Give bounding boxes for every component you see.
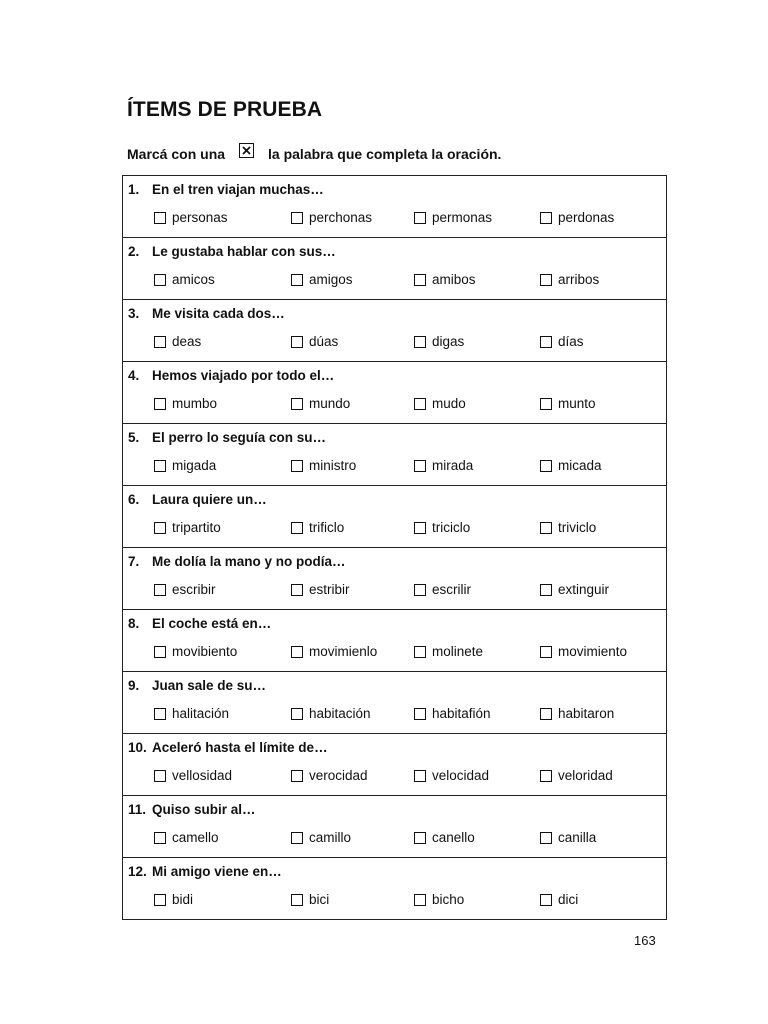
item-options [123, 768, 666, 786]
item-question-text: Hemos viajado por todo el… [152, 368, 335, 383]
checkbox-icon[interactable] [540, 894, 552, 906]
item-question [128, 182, 324, 197]
answer-option[interactable] [540, 830, 596, 845]
checkbox-icon[interactable] [540, 832, 552, 844]
item-options [123, 644, 666, 662]
answer-option[interactable] [291, 830, 351, 845]
checkbox-icon[interactable] [154, 708, 166, 720]
answer-option-label: canilla [558, 830, 597, 845]
answer-option-label: vellosidad [172, 768, 233, 783]
answer-option[interactable] [154, 892, 193, 907]
answer-option[interactable] [540, 892, 578, 907]
checkbox-icon[interactable] [414, 522, 426, 534]
test-item [123, 796, 666, 858]
item-options [123, 334, 666, 352]
item-question-text: El perro lo seguía con su… [152, 430, 327, 445]
checkbox-icon[interactable] [154, 770, 166, 782]
item-options [123, 830, 666, 848]
item-options [123, 396, 666, 414]
checkbox-icon[interactable] [414, 336, 426, 348]
answer-option[interactable] [291, 768, 368, 783]
answer-option[interactable] [414, 210, 492, 225]
checkbox-icon[interactable] [291, 832, 303, 844]
answer-option-label: halitación [172, 706, 230, 721]
test-item [123, 672, 666, 734]
test-item [123, 300, 666, 362]
checkbox-icon[interactable] [154, 646, 166, 658]
checkbox-icon[interactable] [414, 770, 426, 782]
answer-option-label: perchonas [309, 210, 373, 225]
answer-option[interactable] [414, 892, 464, 907]
answer-option[interactable] [540, 768, 613, 783]
answer-option[interactable] [414, 768, 489, 783]
checkbox-icon[interactable] [291, 274, 303, 286]
answer-option-label: amicos [172, 272, 215, 287]
item-number: 8. [128, 616, 140, 631]
checkbox-icon[interactable] [414, 894, 426, 906]
answer-option[interactable] [154, 830, 219, 845]
answer-option[interactable] [540, 520, 596, 535]
item-number: 6. [128, 492, 140, 507]
checkbox-icon[interactable] [154, 894, 166, 906]
checkbox-icon[interactable] [414, 460, 426, 472]
checkbox-icon[interactable] [154, 398, 166, 410]
item-question [128, 616, 271, 631]
test-item [123, 176, 666, 238]
checkbox-icon[interactable] [154, 212, 166, 224]
answer-option-label: trificlo [309, 520, 345, 535]
answer-option-label: mudo [432, 396, 466, 411]
checkbox-icon[interactable] [154, 584, 166, 596]
answer-option-label: movimiento [558, 644, 628, 659]
answer-option[interactable] [540, 272, 599, 287]
answer-option-label: ministro [309, 458, 357, 473]
item-options [123, 458, 666, 476]
answer-option-label: veloridad [558, 768, 613, 783]
answer-option[interactable] [291, 458, 356, 473]
answer-option[interactable] [414, 396, 466, 411]
item-question [128, 306, 285, 321]
answer-option-label: mundo [309, 396, 351, 411]
answer-option-label: canello [432, 830, 475, 845]
checkbox-icon[interactable] [291, 336, 303, 348]
item-question [128, 430, 326, 445]
answer-option[interactable] [414, 334, 464, 349]
test-item [123, 486, 666, 548]
item-number: 5. [128, 430, 140, 445]
item-question [128, 678, 266, 693]
answer-option-label: velocidad [432, 768, 490, 783]
item-question [128, 244, 336, 259]
item-number: 4. [128, 368, 140, 383]
checkbox-icon[interactable] [540, 336, 552, 348]
item-number: 3. [128, 306, 140, 321]
answer-option-label: molinete [432, 644, 484, 659]
checkbox-icon[interactable] [291, 646, 303, 658]
item-number: 11. [128, 802, 147, 817]
checkbox-icon[interactable] [540, 770, 552, 782]
answer-option-label: triviclo [558, 520, 597, 535]
answer-option[interactable] [414, 644, 483, 659]
item-question-text: Mi amigo viene en… [152, 864, 282, 879]
answer-option-label: deas [172, 334, 202, 349]
answer-option[interactable] [154, 210, 228, 225]
item-number: 1. [128, 182, 140, 197]
answer-option[interactable] [154, 644, 237, 659]
item-question [128, 554, 346, 569]
item-options [123, 520, 666, 538]
checkbox-icon[interactable] [414, 584, 426, 596]
item-question-text: Me visita cada dos… [152, 306, 285, 321]
answer-option[interactable] [540, 644, 627, 659]
answer-option[interactable] [291, 272, 353, 287]
checkbox-icon[interactable] [291, 460, 303, 472]
item-question [128, 864, 282, 879]
checkbox-icon[interactable] [540, 522, 552, 534]
checked-box-icon [239, 143, 254, 158]
checkbox-icon[interactable] [154, 522, 166, 534]
checkbox-icon[interactable] [291, 770, 303, 782]
answer-option-label: extinguir [558, 582, 610, 597]
item-question-text: Quiso subir al… [152, 802, 256, 817]
checkbox-icon[interactable] [540, 398, 552, 410]
answer-option[interactable] [291, 396, 350, 411]
answer-option-label: días [558, 334, 584, 349]
checkbox-icon[interactable] [291, 584, 303, 596]
answer-option[interactable] [291, 706, 371, 721]
item-number: 10. [128, 740, 147, 755]
checkbox-icon[interactable] [540, 274, 552, 286]
answer-option[interactable] [414, 706, 491, 721]
checkbox-icon[interactable] [154, 274, 166, 286]
item-question [128, 740, 328, 755]
checkbox-icon[interactable] [414, 832, 426, 844]
test-item [123, 858, 666, 919]
answer-option[interactable] [291, 582, 350, 597]
checkbox-icon[interactable] [540, 708, 552, 720]
answer-option[interactable] [540, 396, 596, 411]
checkbox-icon[interactable] [291, 212, 303, 224]
answer-option-label: escribir [172, 582, 216, 597]
item-question-text: Le gustaba hablar con sus… [152, 244, 336, 259]
item-question-text: El coche está en… [152, 616, 272, 631]
checkbox-icon[interactable] [540, 584, 552, 596]
answer-option[interactable] [291, 644, 377, 659]
page-number: 163 [634, 933, 656, 948]
answer-option[interactable] [414, 830, 475, 845]
answer-option[interactable] [154, 582, 216, 597]
test-item [123, 610, 666, 672]
answer-option[interactable] [414, 272, 476, 287]
answer-option-label: habitaron [558, 706, 615, 721]
checkbox-icon[interactable] [540, 212, 552, 224]
answer-option[interactable] [154, 334, 201, 349]
checkbox-icon[interactable] [154, 832, 166, 844]
item-options [123, 892, 666, 910]
answer-option[interactable] [540, 706, 614, 721]
item-question [128, 368, 334, 383]
answer-option-label: camillo [309, 830, 352, 845]
answer-option-label: dici [558, 892, 579, 907]
answer-option-label: amigos [309, 272, 353, 287]
item-question-text: Me dolía la mano y no podía… [152, 554, 346, 569]
answer-option[interactable] [291, 334, 338, 349]
checkbox-icon[interactable] [291, 398, 303, 410]
checkbox-icon[interactable] [291, 894, 303, 906]
checkbox-icon[interactable] [414, 646, 426, 658]
answer-option-label: bicho [432, 892, 465, 907]
checkbox-icon[interactable] [291, 522, 303, 534]
answer-option-label: movibiento [172, 644, 238, 659]
answer-option[interactable] [291, 892, 329, 907]
test-item [123, 424, 666, 486]
answer-option[interactable] [154, 458, 216, 473]
answer-option-label: personas [172, 210, 228, 225]
checkbox-icon[interactable] [540, 646, 552, 658]
answer-option-label: munto [558, 396, 596, 411]
answer-option[interactable] [154, 520, 221, 535]
item-question-text: Laura quiere un… [152, 492, 267, 507]
answer-option-label: habitafión [432, 706, 491, 721]
answer-option[interactable] [414, 458, 473, 473]
item-options [123, 706, 666, 724]
answer-option-label: escrilir [432, 582, 471, 597]
instruction-text-after: la palabra que completa la oración. [268, 146, 502, 162]
test-item [123, 734, 666, 796]
answer-option-label: bidi [172, 892, 194, 907]
answer-option-label: mirada [432, 458, 474, 473]
answer-option[interactable] [414, 582, 471, 597]
answer-option[interactable] [291, 210, 372, 225]
checkbox-icon[interactable] [291, 708, 303, 720]
answer-option-label: micada [558, 458, 602, 473]
answer-option[interactable] [154, 768, 232, 783]
answer-option-label: habitación [309, 706, 371, 721]
item-question [128, 802, 256, 817]
answer-option[interactable] [540, 334, 584, 349]
instruction [127, 146, 501, 162]
instruction-text-before: Marcá con una [127, 146, 226, 162]
checkbox-icon[interactable] [414, 212, 426, 224]
test-item [123, 238, 666, 300]
answer-option-label: verocidad [309, 768, 368, 783]
answer-option-label: triciclo [432, 520, 471, 535]
item-options [123, 210, 666, 228]
item-number: 2. [128, 244, 140, 259]
checkbox-icon[interactable] [154, 336, 166, 348]
answer-option-label: dúas [309, 334, 339, 349]
answer-option[interactable] [154, 272, 215, 287]
item-question-text: Aceleró hasta el límite de… [152, 740, 328, 755]
checkbox-icon[interactable] [414, 274, 426, 286]
answer-option-label: camello [172, 830, 219, 845]
item-question-text: En el tren viajan muchas… [152, 182, 324, 197]
page-title: ÍTEMS DE PRUEBA [127, 98, 323, 121]
items-table [122, 175, 667, 920]
item-question-text: Juan sale de su… [152, 678, 267, 693]
checkbox-icon[interactable] [540, 460, 552, 472]
answer-option-label: estribir [309, 582, 350, 597]
answer-option[interactable] [154, 706, 229, 721]
answer-option-label: tripartito [172, 520, 221, 535]
checkbox-icon[interactable] [154, 460, 166, 472]
checkbox-icon[interactable] [414, 398, 426, 410]
answer-option-label: amibos [432, 272, 476, 287]
answer-option[interactable] [414, 520, 470, 535]
answer-option-label: migada [172, 458, 217, 473]
item-options [123, 272, 666, 290]
answer-option[interactable] [540, 582, 609, 597]
item-number: 12. [128, 864, 147, 879]
item-number: 7. [128, 554, 140, 569]
item-question [128, 492, 267, 507]
test-item [123, 362, 666, 424]
answer-option-label: bici [309, 892, 330, 907]
answer-option-label: mumbo [172, 396, 218, 411]
answer-option-label: movimienlo [309, 644, 378, 659]
answer-option-label: permonas [432, 210, 493, 225]
answer-option[interactable] [540, 210, 614, 225]
item-number: 9. [128, 678, 140, 693]
answer-option-label: arribos [558, 272, 600, 287]
item-options [123, 582, 666, 600]
answer-option[interactable] [540, 458, 602, 473]
test-item [123, 548, 666, 610]
answer-option-label: digas [432, 334, 465, 349]
answer-option[interactable] [291, 520, 344, 535]
answer-option-label: perdonas [558, 210, 615, 225]
answer-option[interactable] [154, 396, 217, 411]
checkbox-icon[interactable] [414, 708, 426, 720]
